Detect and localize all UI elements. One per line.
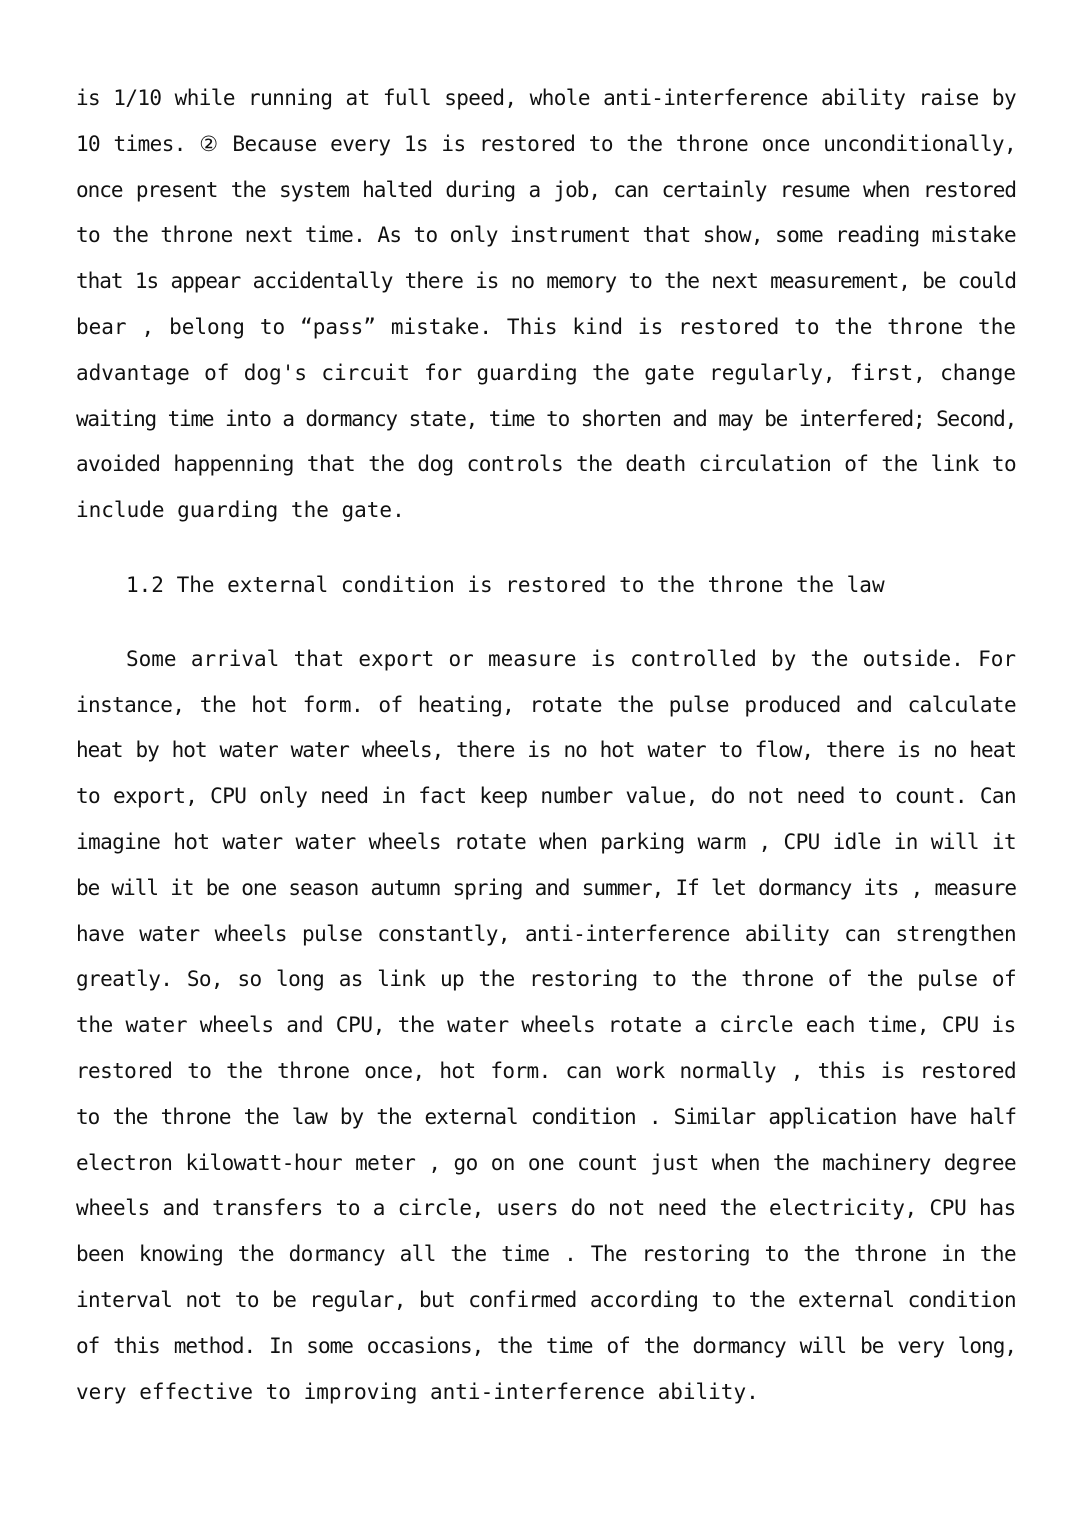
text-line: have water wheels pulse constantly, anti-interference ability can strengthen bbox=[76, 921, 1016, 946]
spacer bbox=[76, 534, 1016, 563]
text-line: instance, the hot form. of heating, rotate the pulse produced and calculate bbox=[76, 692, 1016, 717]
section-heading: 1.2 The external condition is restored to the throne the law bbox=[126, 572, 885, 597]
text-line: to export, CPU only need in fact keep number value, do not need to count. Can bbox=[76, 784, 1016, 809]
text-line: electron kilowatt-hour meter , go on one count just when the machinery degree bbox=[76, 1150, 1016, 1175]
text-line: to the throne the law by the external condition . Similar application have half bbox=[76, 1104, 1016, 1129]
text-line: is 1/10 while running at full speed, whole anti-interference ability raise by bbox=[76, 86, 1016, 110]
text-line: been knowing the dormancy all the time . The restoring to the throne in the bbox=[76, 1242, 1016, 1267]
text-line: heat by hot water water wheels, there is no hot water to flow, there is no heat bbox=[76, 738, 1016, 763]
text-line: restored to the throne once, hot form. can work normally , this is restored bbox=[76, 1058, 1016, 1083]
paragraph-1 bbox=[76, 76, 1016, 534]
document-page bbox=[76, 76, 1016, 1415]
text-line: advantage of dog's circuit for guarding the gate regularly, first, change bbox=[76, 360, 1016, 385]
text-line: Some arrival that export or measure is controlled by the outside. For bbox=[126, 646, 1016, 671]
text-line: once present the system halted during a job, can certainly resume when restored bbox=[76, 177, 1016, 202]
text-line: imagine hot water water wheels rotate when parking warm , CPU idle in will it bbox=[76, 829, 1016, 854]
text-line: to the throne next time. As to only instrument that show, some reading mistake bbox=[76, 223, 1016, 248]
text-line: interval not to be regular, but confirmed according to the external condition bbox=[76, 1287, 1016, 1312]
text-line: very effective to improving anti-interference ability. bbox=[76, 1379, 759, 1404]
text-line: avoided happenning that the dog controls the death circulation of the link to bbox=[76, 452, 1016, 477]
text-line: 10 times. ② Because every 1s is restored to the throne once unconditionally, bbox=[76, 131, 1016, 156]
text-line: that 1s appear accidentally there is no memory to the next measurement, be could bbox=[76, 269, 1016, 294]
text-line: the water wheels and CPU, the water wheels rotate a circle each time, CPU is bbox=[76, 1013, 1016, 1038]
text-line: be will it be one season autumn spring and summer, If let dormancy its , measure bbox=[76, 875, 1016, 900]
text-line: of this method. In some occasions, the time of the dormancy will be very long, bbox=[76, 1333, 1016, 1358]
text-line: bear , belong to “pass” mistake. This kind is restored to the throne the bbox=[76, 314, 1016, 339]
spacer bbox=[76, 609, 1016, 637]
text-line: include guarding the gate. bbox=[76, 498, 405, 523]
text-line: greatly. So, so long as link up the restoring to the throne of the pulse of bbox=[76, 967, 1016, 992]
text-line: wheels and transfers to a circle, users do not need the electricity, CPU has bbox=[76, 1196, 1016, 1221]
text-line: waiting time into a dormancy state, time to shorten and may be interfered; Second, bbox=[76, 406, 1016, 431]
paragraph-2 bbox=[76, 637, 1016, 1416]
